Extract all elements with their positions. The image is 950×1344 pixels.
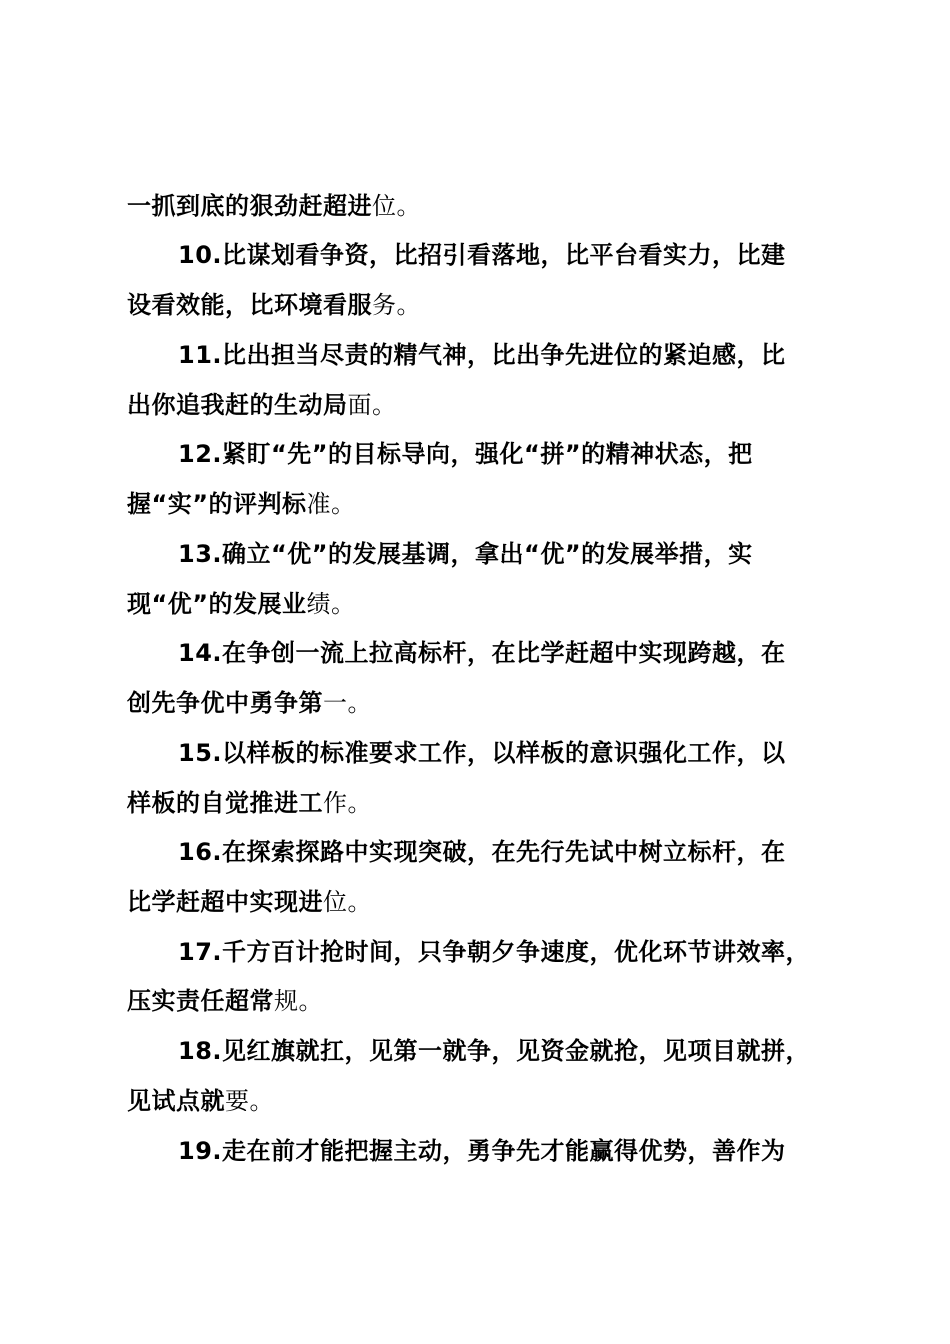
text-line: 18.见红旗就扛，见第一就争，见资金就抢，见项目就拼， — [178, 1037, 811, 1065]
text-line: 17.千方百计抢时间，只争朝夕争速度，优化环节讲效率， — [178, 938, 811, 966]
text-line: 出你追我赶的生动局面。 — [127, 391, 397, 419]
text-line: 设看效能，比环境看服务。 — [127, 291, 421, 319]
text-line: 现“优”的发展业绩。 — [127, 590, 356, 618]
text-line: 比学赶超中实现进位。 — [127, 888, 372, 916]
text-line: 12.紧盯“先”的目标导向，强化“拼”的精神状态，把 — [178, 440, 753, 468]
text-line: 11.比出担当尽责的精气神，比出争先进位的紧迫感，比 — [178, 341, 786, 369]
text-line: 样板的自觉推进工作。 — [127, 789, 372, 817]
text-line: 10.比谋划看争资，比招引看落地，比平台看实力，比建 — [178, 241, 786, 269]
text-line: 一抓到底的狠劲赶超进位。 — [127, 192, 421, 220]
text-line: 压实责任超常规。 — [127, 987, 323, 1015]
text-line: 14.在争创一流上拉高标杆，在比学赶超中实现跨越，在 — [178, 639, 786, 667]
text-line: 创先争优中勇争第一。 — [127, 689, 372, 717]
text-line: 握“实”的评判标准。 — [127, 490, 356, 518]
text-line: 16.在探索探路中实现突破，在先行先试中树立标杆，在 — [178, 838, 786, 866]
text-line: 19.走在前才能把握主动，勇争先才能赢得优势，善作为 — [178, 1137, 786, 1165]
text-line: 15.以样板的标准要求工作，以样板的意识强化工作，以 — [178, 739, 786, 767]
text-line: 13.确立“优”的发展基调，拿出“优”的发展举措，实 — [178, 540, 753, 568]
text-line: 见试点就要。 — [127, 1087, 274, 1115]
